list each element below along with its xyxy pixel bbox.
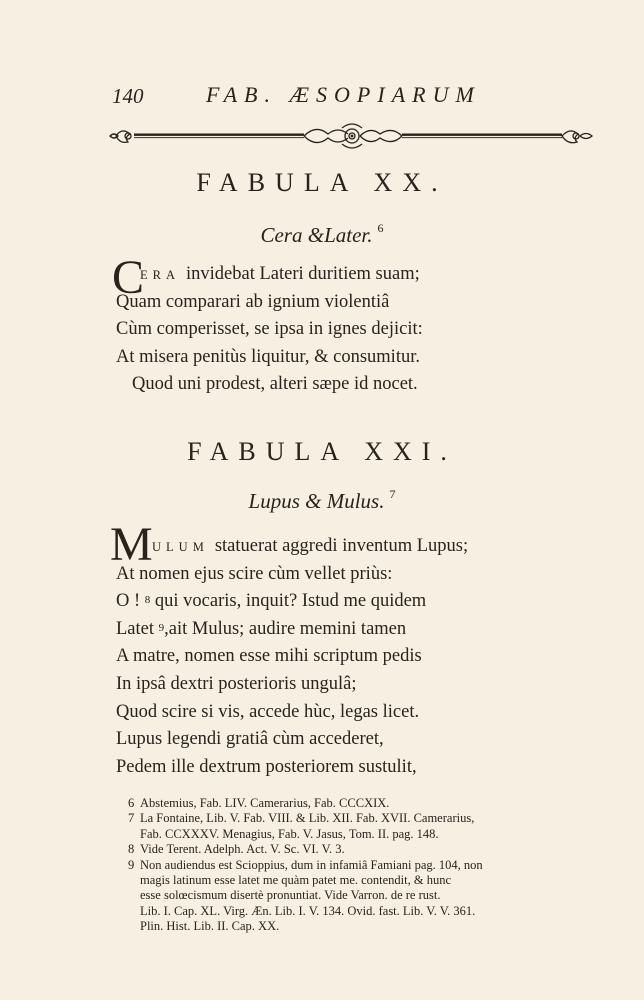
verse-text: invidebat Lateri duritiem suam; [186,264,420,284]
footnote-text: La Fontaine, Lib. V. Fab. VIII. & Lib. XII. Fab. XVII. Camerarius, [140,811,475,826]
footnote-text: Lib. I. Cap. XL. Virg. Æn. Lib. I. V. 134. Ovid. fast. Lib. V. V. 361. [140,903,476,918]
footnote-number: 9 [128,857,135,872]
footnote-ref-8: 8 [144,594,151,607]
fable-21-subtitle-text: Lupus & Mulus. [248,489,385,513]
footnote-text: magis latinum esse latet me quàm patet me. contendit, & hunc [140,873,452,888]
footnote-text: Non audiendus est Scioppius, dum in infamiâ Famiani pag. 104, non [140,857,483,872]
verse-line: In ipsâ dextri posterioris ungulâ; [116,673,357,694]
footnote-ref-7: 7 [389,487,396,501]
verse-text: ,ait Mulus; audire memini tamen [164,618,407,639]
decorative-rule-ornament [106,118,598,154]
footnote-8 [128,842,608,857]
verse-text: O ! [116,591,141,612]
running-head: FAB. ÆSOPIARUM [206,82,481,107]
verse-line: Lupus legendi gratiâ cùm accederet, [116,729,384,750]
fable-20-title: FABULA XX. [196,168,448,197]
footnote-number: 7 [128,811,135,826]
dropcap-m: M [110,518,153,571]
verse-line: Cùm comperisset, se ipsa in ignes dejicit: [116,319,423,340]
footnote-6 [128,796,608,811]
page-number: 140 [112,84,144,108]
fable-21-verse [116,533,468,781]
verse-line [116,588,468,616]
small-caps-word: ULUM [152,540,209,554]
fable-20-verse [116,261,423,399]
verse-line: At misera penitùs liquitur, & consumitur. [116,346,420,367]
verse-text: Latet [116,618,155,639]
footnote-ref-9: 9 [158,621,165,634]
verse-text: statuerat aggredi inventum Lupus; [214,536,469,556]
verse-line: A matre, nomen esse mihi scriptum pedis [116,646,422,667]
footnote-number: 6 [128,796,135,810]
footnote-ref-6: 6 [377,221,384,235]
footnote-text: esse solœcismum disertè pronuntiat. Vide Varron. de re rust. [140,888,441,903]
footnotes [128,796,608,935]
verse-line: Quod scire si vis, accede hùc, legas licet. [116,701,420,722]
verse-line: Quam comparari ab ignium violentiâ [116,291,390,312]
small-caps-word: ERA [140,268,180,282]
verse-line: At nomen ejus scire cùm vellet priùs: [116,563,393,584]
footnote-text: Vide Terent. Adelph. Act. V. Sc. VI. V. 3. [140,842,345,857]
verse-line [116,533,468,561]
footnote-text: Plin. Hist. Lib. II. Cap. XX. [140,919,280,934]
verse-text: qui vocaris, inquit? Istud me quidem [154,591,427,612]
footnote-7 [128,811,608,842]
fable-20-subtitle [0,223,644,248]
verse-line: Pedem ille dextrum posteriorem sustulit, [116,756,417,777]
fable-21-subtitle [0,489,644,514]
fable-20-subtitle-text: Cera &Later. [260,223,373,247]
footnote-number: 8 [128,842,135,857]
verse-line [116,261,423,289]
footnote-9 [128,858,608,935]
fable-21-title: FABULA XXI. [187,437,457,466]
footnote-text: Abstemius, Fab. LIV. Camerarius, Fab. CCCXIX. [140,796,390,810]
dropcap-c: C [112,251,145,304]
page-header [112,82,552,114]
footnote-text: Fab. CCXXXV. Menagius, Fab. V. Jasus, Tom. II. pag. 148. [140,826,439,841]
verse-line: Quod uni prodest, alteri sæpe id nocet. [132,374,418,395]
verse-line [116,616,468,644]
